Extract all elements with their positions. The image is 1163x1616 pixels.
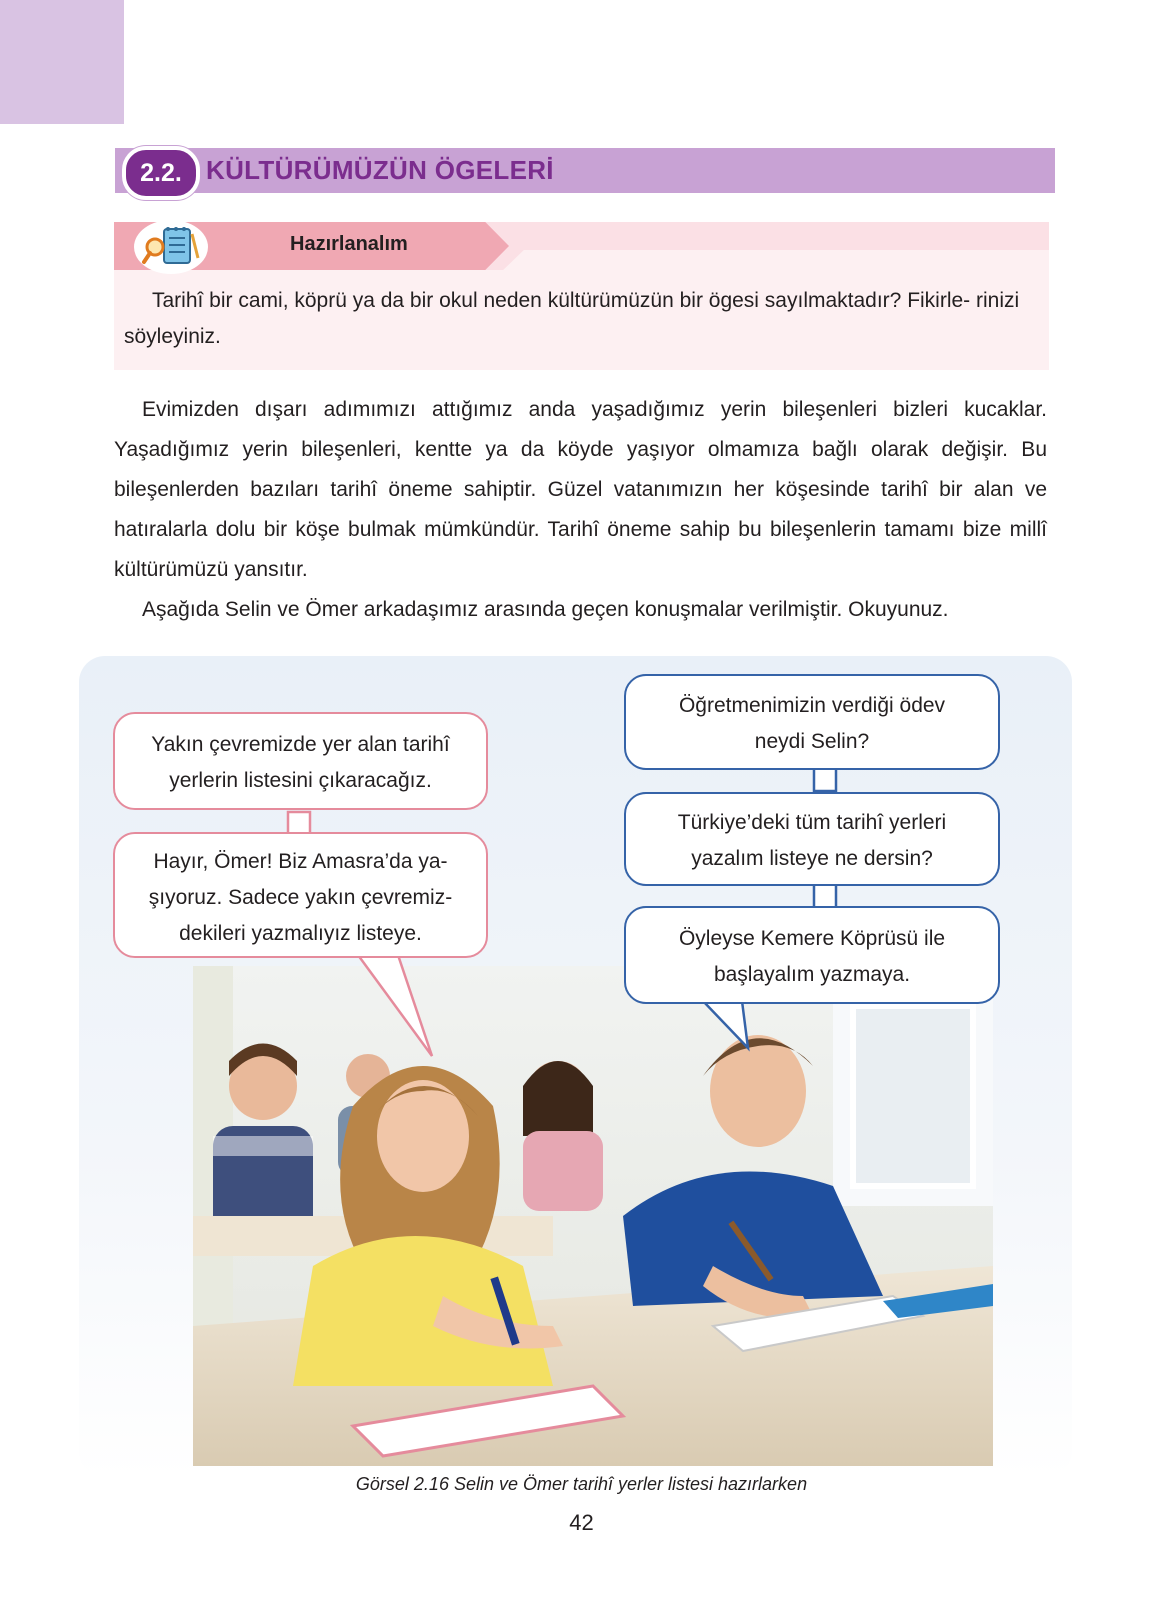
selin-bubble-1-text: Yakın çevremizde yer alan tarihî yerlerin listesini çıkaracağız.: [151, 733, 450, 792]
prepare-question-text: Tarihî bir cami, köprü ya da bir okul neden kültürümüzün bir ögesi sayılmaktadır? Fikirle- rinizi söyleyiniz.: [124, 289, 1020, 348]
omer-bubble-2: [624, 792, 1000, 886]
section-number: 2.2.: [122, 146, 200, 200]
figure-caption: Görsel 2.16 Selin ve Ömer tarihî yerler listesi hazırlarken: [355, 1474, 808, 1494]
section-title: KÜLTÜRÜMÜZÜN ÖGELERİ: [206, 155, 554, 185]
page-number: 42: [569, 1510, 594, 1535]
omer-bubble-3: [624, 906, 1000, 1004]
omer-bubble-2-text: Türkiye’deki tüm tarihî yerleri yazalım listeye ne dersin?: [677, 811, 947, 870]
paragraph: Evimizden dışarı adımımızı attığımız anda yaşadığımız yerin bileşenleri bizleri kucaklar. Yaşadığımız yerin bileşenleri, kentte ya da köyde yaşıyor olmamıza bağlı olarak değişir. Bu bileşenlerden bazıları tarihî öneme sahiptir. Güzel vatanımızın her köşesinde tarihî bir alan ve hatıralarla dolu bir köşe bulmak mümkündür. Tarihî öneme sahip bu bileşenlerin tamamı bize millî kültürümüzü yansıtır.: [114, 398, 1047, 581]
omer-bubble-1: [624, 674, 1000, 770]
omer-bubble-3-text: Öyleyse Kemere Köprüsü ile başlayalım yazmaya.: [678, 927, 946, 986]
omer-bubble-1-text: Öğretmenimizin verdiği ödev neydi Selin?: [678, 694, 946, 753]
selin-bubble-2-text: Hayır, Ömer! Biz Amasra’da ya- şıyoruz. Sadece yakın çevremiz- dekileri yazmalıyız listeye.: [148, 850, 453, 945]
selin-bubble-1: [113, 712, 488, 810]
selin-bubble-2: [113, 832, 488, 958]
prepare-label: Hazırlanalım: [290, 233, 408, 255]
paragraph: Aşağıda Selin ve Ömer arkadaşımız arasında geçen konuşmalar verilmiştir. Okuyunuz.: [142, 598, 949, 621]
